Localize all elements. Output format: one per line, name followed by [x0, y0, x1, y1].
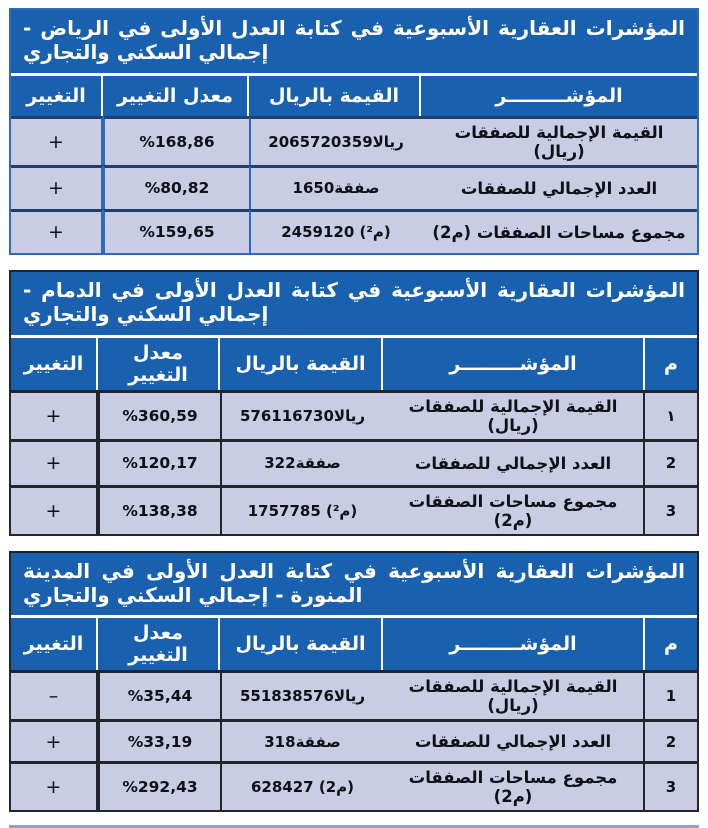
- value-cell: 318صفقة: [220, 719, 383, 761]
- col-header-value: القيمة بالريال: [249, 76, 421, 116]
- table-medina: [9, 551, 699, 813]
- indicator-cell: مجموع مساحات الصفقات (م2): [421, 209, 697, 253]
- row-num-cell: ١: [645, 390, 697, 439]
- col-header-rate: معدل التغيير: [98, 618, 220, 670]
- col-header-num: م: [645, 338, 697, 390]
- row-num-cell: 3: [645, 485, 697, 534]
- table-dammam: [9, 270, 699, 536]
- indicator-cell: مجموع مساحات الصفقات (م2): [383, 485, 645, 534]
- rate-cell: %33,19: [98, 719, 220, 761]
- rate-cell: %35,44: [98, 670, 220, 719]
- value-cell: 1650صفقة: [249, 165, 421, 209]
- col-header-value: القيمة بالريال: [220, 618, 383, 670]
- value-cell: 551838576ريالا: [220, 670, 383, 719]
- col-header-num: م: [645, 618, 697, 670]
- indicator-cell: مجموع مساحات الصفقات (م2): [383, 761, 645, 810]
- indicator-cell: العدد الإجمالي للصفقات: [421, 165, 697, 209]
- value-cell: 628427 (م2): [220, 761, 383, 810]
- indicator-cell: العدد الإجمالي للصفقات: [383, 719, 645, 761]
- rate-cell: %138,38: [98, 485, 220, 534]
- table-riyadh: [9, 8, 699, 255]
- indicator-cell: القيمة الإجمالية للصفقات (ريال): [383, 670, 645, 719]
- change-cell: +: [11, 209, 103, 253]
- row-num-cell: 2: [645, 719, 697, 761]
- rate-cell: %292,43: [98, 761, 220, 810]
- change-cell: +: [11, 761, 98, 810]
- change-cell: +: [11, 485, 98, 534]
- change-cell: –: [11, 670, 98, 719]
- col-header-indicator: المؤشـــــــــر: [421, 76, 697, 116]
- rate-cell: %360,59: [98, 390, 220, 439]
- change-cell: +: [11, 390, 98, 439]
- col-header-indicator: المؤشـــــــــر: [383, 338, 645, 390]
- indicator-cell: القيمة الإجمالية للصفقات (ريال): [383, 390, 645, 439]
- col-header-change: التغيير: [11, 618, 98, 670]
- indicator-cell: القيمة الإجمالية للصفقات (ريال): [421, 116, 697, 165]
- indicator-cell: العدد الإجمالي للصفقات: [383, 439, 645, 485]
- change-cell: +: [11, 719, 98, 761]
- col-header-rate: معدل التغيير: [98, 338, 220, 390]
- col-header-change: التغيير: [11, 76, 103, 116]
- row-num-cell: 1: [645, 670, 697, 719]
- rate-cell: %168,86: [103, 116, 249, 165]
- value-cell: 2459120 (م²): [249, 209, 421, 253]
- rate-cell: %159,65: [103, 209, 249, 253]
- table-title-riyadh: المؤشرات العقارية الأسبوعية في كتابة العدل الأولى في الرياض - إجمالي السكني والتجاري: [11, 10, 697, 76]
- rate-cell: %80,82: [103, 165, 249, 209]
- change-cell: +: [11, 116, 103, 165]
- col-header-change: التغيير: [11, 338, 98, 390]
- value-cell: 576116730ريالا: [220, 390, 383, 439]
- table-grid: [11, 76, 697, 253]
- col-header-value: القيمة بالريال: [220, 338, 383, 390]
- table-grid: [11, 618, 697, 810]
- row-num-cell: 3: [645, 761, 697, 810]
- value-cell: 2065720359ريالا: [249, 116, 421, 165]
- value-cell: 322صفقة: [220, 439, 383, 485]
- row-num-cell: 2: [645, 439, 697, 485]
- col-header-indicator: المؤشـــــــــر: [383, 618, 645, 670]
- value-cell: 1757785 (م²): [220, 485, 383, 534]
- col-header-rate: معدل التغيير: [103, 76, 249, 116]
- rate-cell: %120,17: [98, 439, 220, 485]
- table-title-dammam: المؤشرات العقارية الأسبوعية في كتابة العدل الأولى في الدمام - إجمالي السكني والتجاري: [11, 272, 697, 338]
- change-cell: +: [11, 165, 103, 209]
- change-cell: +: [11, 439, 98, 485]
- table-grid: [11, 338, 697, 534]
- table-title-medina: المؤشرات العقارية الأسبوعية في كتابة العدل الأولى في المدينة المنورة - إجمالي السكني والتجاري: [11, 553, 697, 619]
